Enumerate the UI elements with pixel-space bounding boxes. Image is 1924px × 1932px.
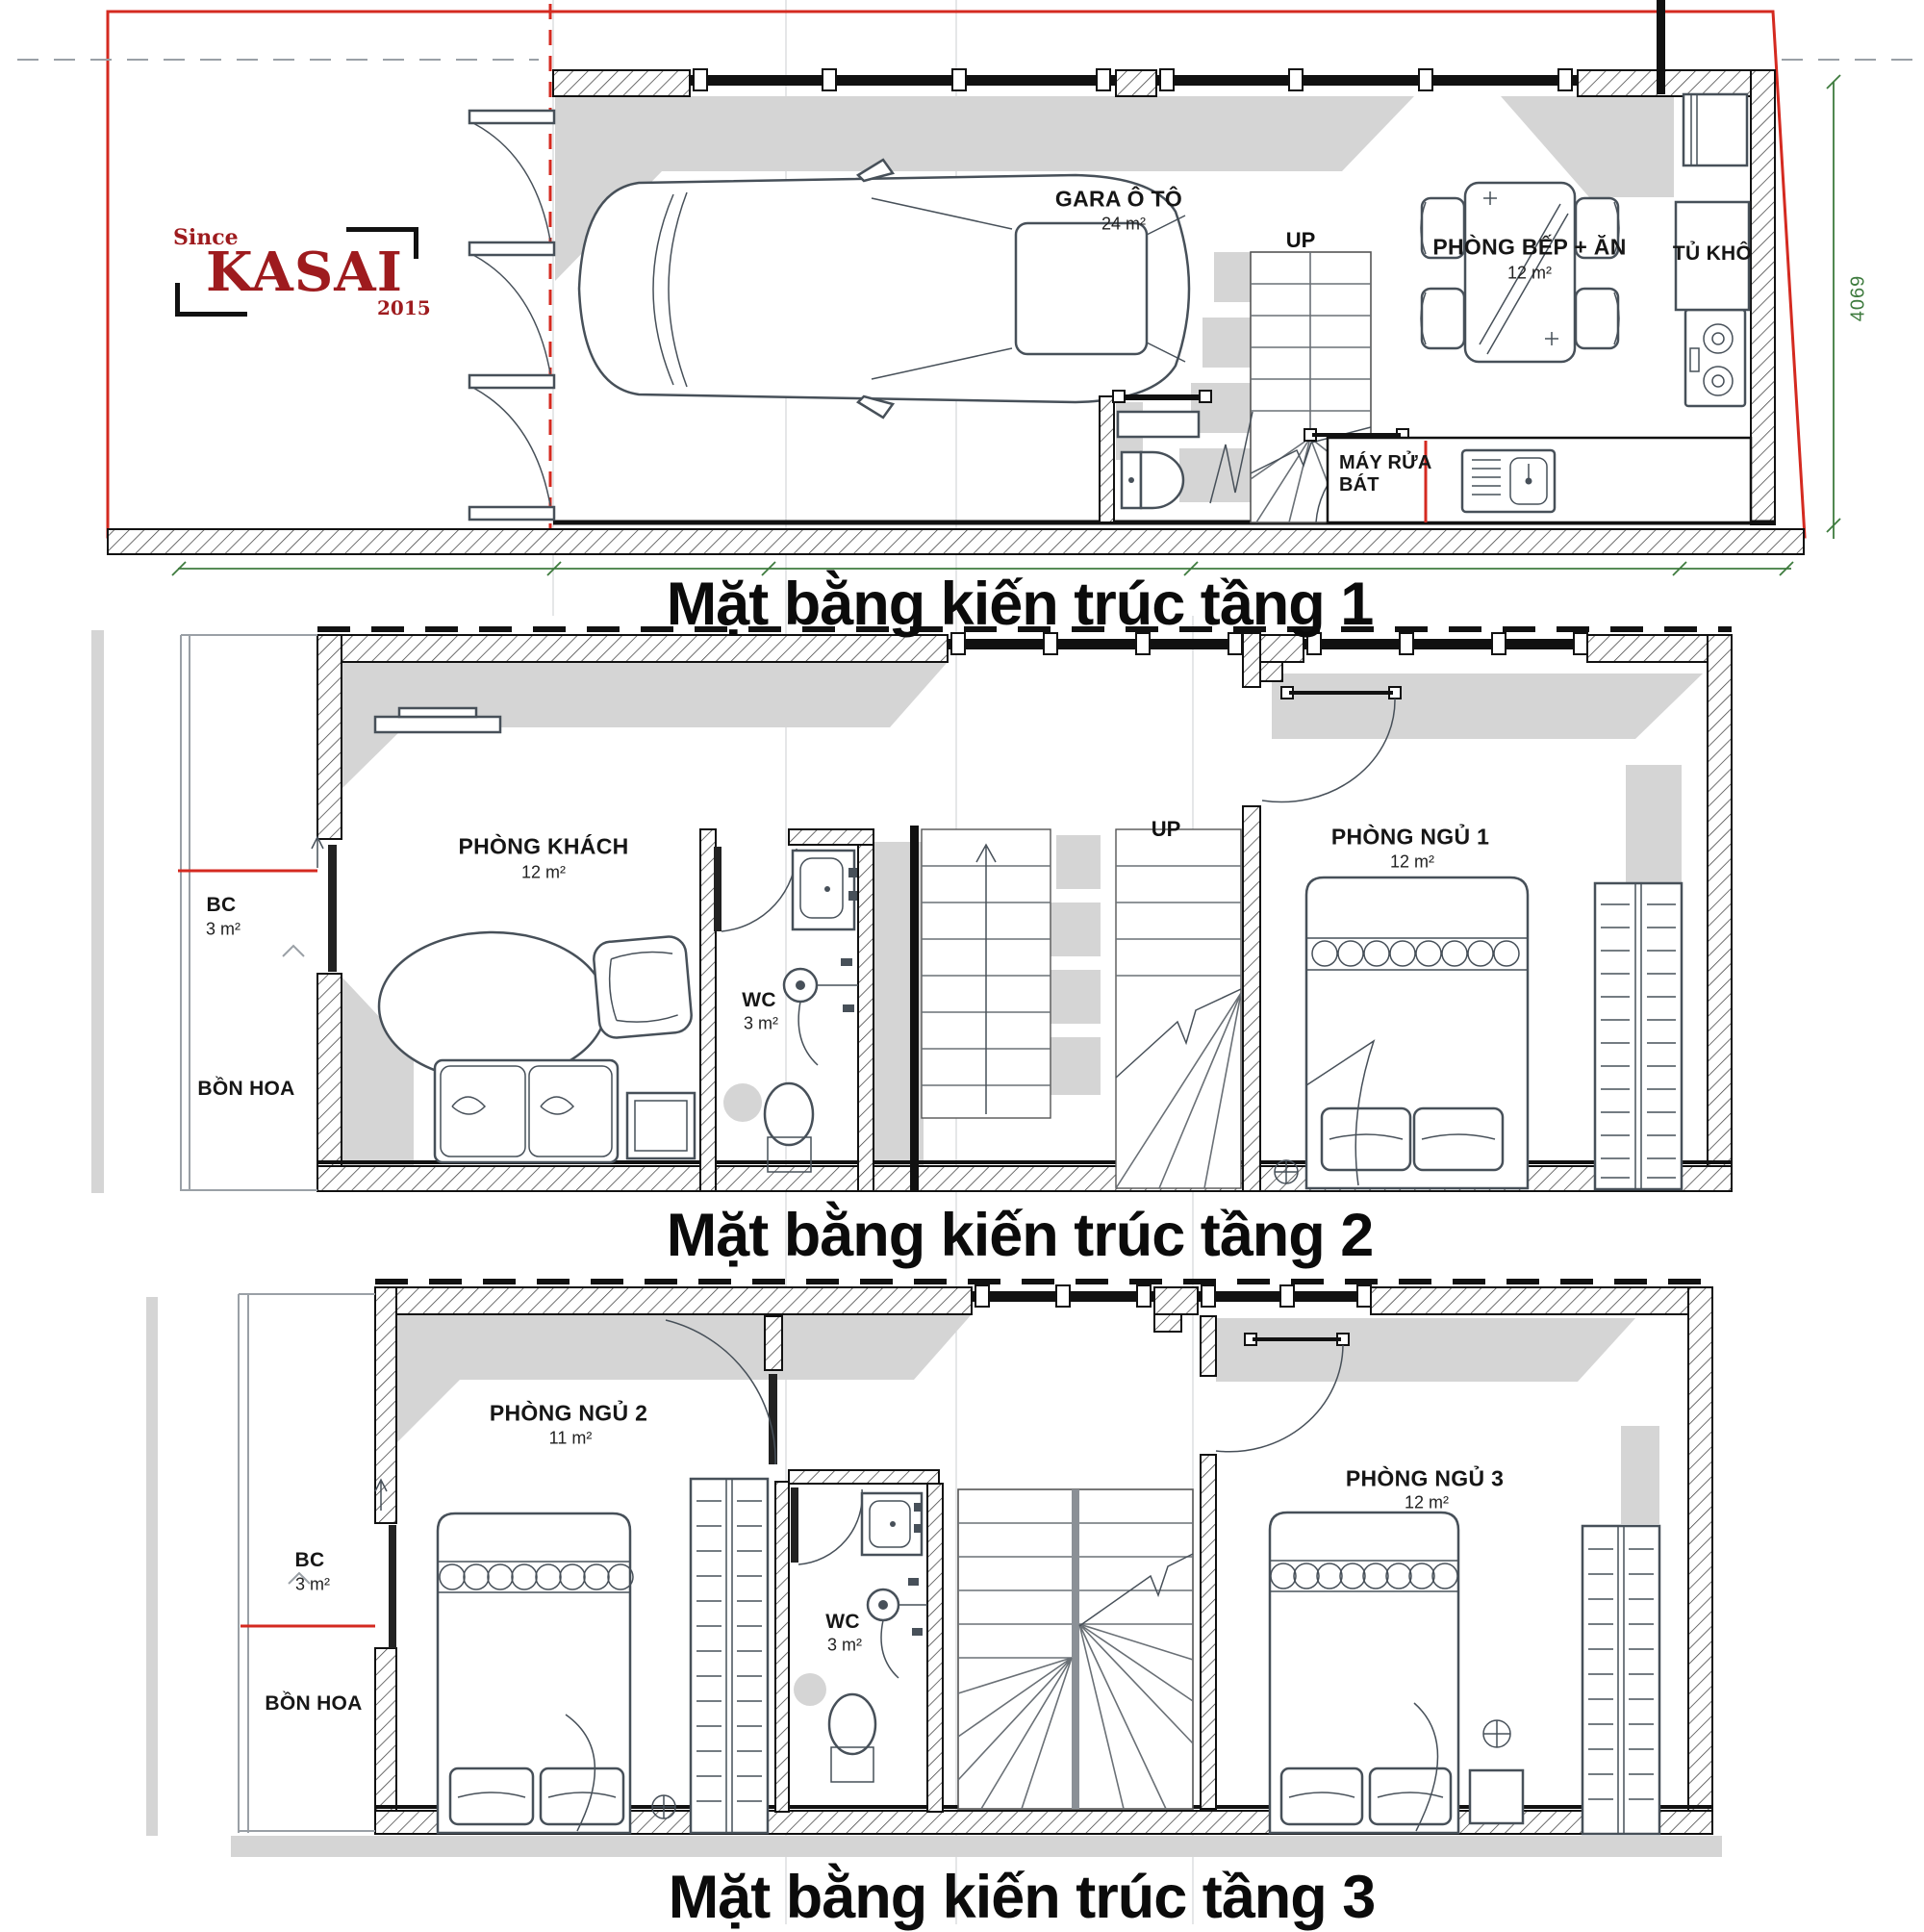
floor2-title: Mặt bằng kiến trúc tầng 2 (666, 1202, 1374, 1269)
balcony-area-floor3: 3 m² (295, 1574, 330, 1594)
bedroom1-area: 12 m² (1389, 852, 1435, 872)
floor1-title: Mặt bằng kiến trúc tầng 1 (666, 571, 1374, 638)
wc-label-floor3: WC (825, 1611, 860, 1633)
wc-area-floor3: 3 m² (827, 1635, 862, 1655)
dishwasher-label: MÁY RỬA BÁT (1339, 452, 1431, 496)
kitchen-label: PHÒNG BẾP + ĂN (1432, 234, 1627, 260)
dimension-value-right: 4069 (1847, 274, 1869, 322)
flower-box-label-floor3: BỒN HOA (265, 1692, 363, 1715)
bedroom3 (1201, 1316, 1523, 1833)
garage-label: GARA Ô TÔ (1054, 186, 1183, 212)
balcony-label-floor3: BC (294, 1549, 325, 1571)
wc-floor2 (700, 829, 873, 1191)
living-room-area: 12 m² (520, 862, 567, 882)
bedroom2-area: 11 m² (548, 1428, 593, 1448)
dry-pantry-label: TỦ KHÔ (1672, 242, 1753, 265)
bedroom3-label: PHÒNG NGỦ 3 (1345, 1465, 1505, 1491)
window (690, 75, 1116, 86)
logo-year-text: 2015 (377, 296, 431, 319)
stairs-up-label-floor2: UP (1151, 817, 1181, 841)
stove (1685, 310, 1745, 406)
side-table (627, 1093, 695, 1158)
garage-area: 24 m² (1101, 214, 1147, 234)
kitchen-area: 12 m² (1506, 263, 1553, 283)
floor3-plan (146, 1282, 1722, 1857)
floor3-title: Mặt bằng kiến trúc tầng 3 (668, 1864, 1376, 1931)
flower-box-label-floor2: BỒN HOA (197, 1078, 295, 1100)
wc-area-floor2: 3 m² (744, 1013, 778, 1033)
sofa (435, 1060, 618, 1162)
logo-brand-text: KASAI (206, 241, 403, 304)
stairs-floor3 (958, 1489, 1193, 1809)
living-room-label: PHÒNG KHÁCH (458, 833, 629, 859)
kasai-logo (164, 223, 433, 329)
window (948, 639, 1246, 649)
window (1156, 75, 1578, 86)
wc-label-floor2: WC (742, 989, 776, 1011)
bedroom2-bed (438, 1513, 675, 1833)
armchair (593, 935, 693, 1039)
floor2-plan (91, 629, 1732, 1193)
bedroom2-label: PHÒNG NGỦ 2 (489, 1400, 648, 1426)
wardrobe-floor3-left (691, 1479, 768, 1833)
window (1304, 639, 1587, 649)
coffee-table (379, 932, 606, 1080)
wardrobe-floor3-right (1582, 1526, 1659, 1834)
balcony-label-floor2: BC (206, 894, 237, 916)
wardrobe-floor2 (1595, 883, 1682, 1189)
logo-since-text: Since (173, 225, 239, 250)
bedroom3-area: 12 m² (1404, 1492, 1450, 1513)
balcony-area-floor2: 3 m² (206, 919, 240, 939)
stairs-up-label-floor1: UP (1285, 228, 1316, 252)
fridge (1684, 94, 1747, 165)
folding-door (469, 111, 554, 520)
kitchen-sink (1462, 450, 1555, 512)
balcony-floor2 (91, 630, 317, 1193)
bedroom1-label: PHÒNG NGỦ 1 (1330, 824, 1490, 850)
